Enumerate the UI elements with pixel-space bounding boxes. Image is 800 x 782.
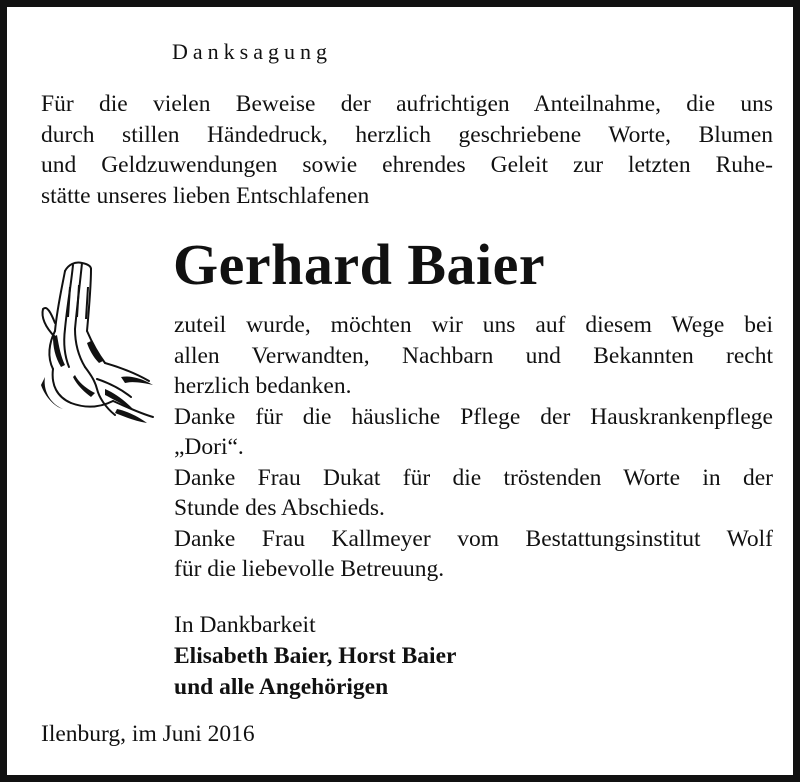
deceased-name: Gerhard Baier [173,232,546,297]
thanks-line: zuteil wurde, möchten wir uns auf diesem Wege bei [174,312,773,338]
intro-line: durch stillen Händedruck, herzlich geschriebene Worte, Blumen [41,121,773,148]
thanks-line: Danke Frau Kallmeyer vom Bestattungsinstitut Wolf [174,525,773,552]
thanks-line: Danke für die häusliche Pflege der Hauskrankenpflege [174,403,773,430]
intro-paragraph [41,89,773,211]
thanks-line: Danke Frau Dukat für die tröstenden Worte in der [174,464,773,491]
notice-heading: Danksagung [172,39,332,64]
intro-line: und Geldzuwendungen sowie ehrendes Geleit zur letzten Ruhe- [41,152,773,178]
praying-hands-icon [35,257,159,427]
signature-block [174,610,456,703]
intro-line: Für die vielen Beweise der aufrichtigen Anteilnahme, die uns [41,91,773,117]
place-date: Ilenburg, im Juni 2016 [41,721,255,747]
thanks-line: herzlich bedanken. [174,373,352,399]
intro-line: stätte unseres lieben Entschlafenen [41,182,370,209]
thanks-line: allen Verwandten, Nachbarn und Bekannten recht [174,342,773,369]
signer-names: Elisabeth Baier, Horst Baier [174,643,457,669]
thanks-line: Stunde des Abschieds. [174,495,385,521]
thanks-paragraph [174,310,773,585]
thanks-line: für die liebevolle Betreuung. [174,556,445,582]
signer-extra: und alle Angehörigen [174,674,389,700]
closing-text: In Dankbarkeit [174,612,316,638]
thanks-line: „Dori“. [174,434,244,460]
